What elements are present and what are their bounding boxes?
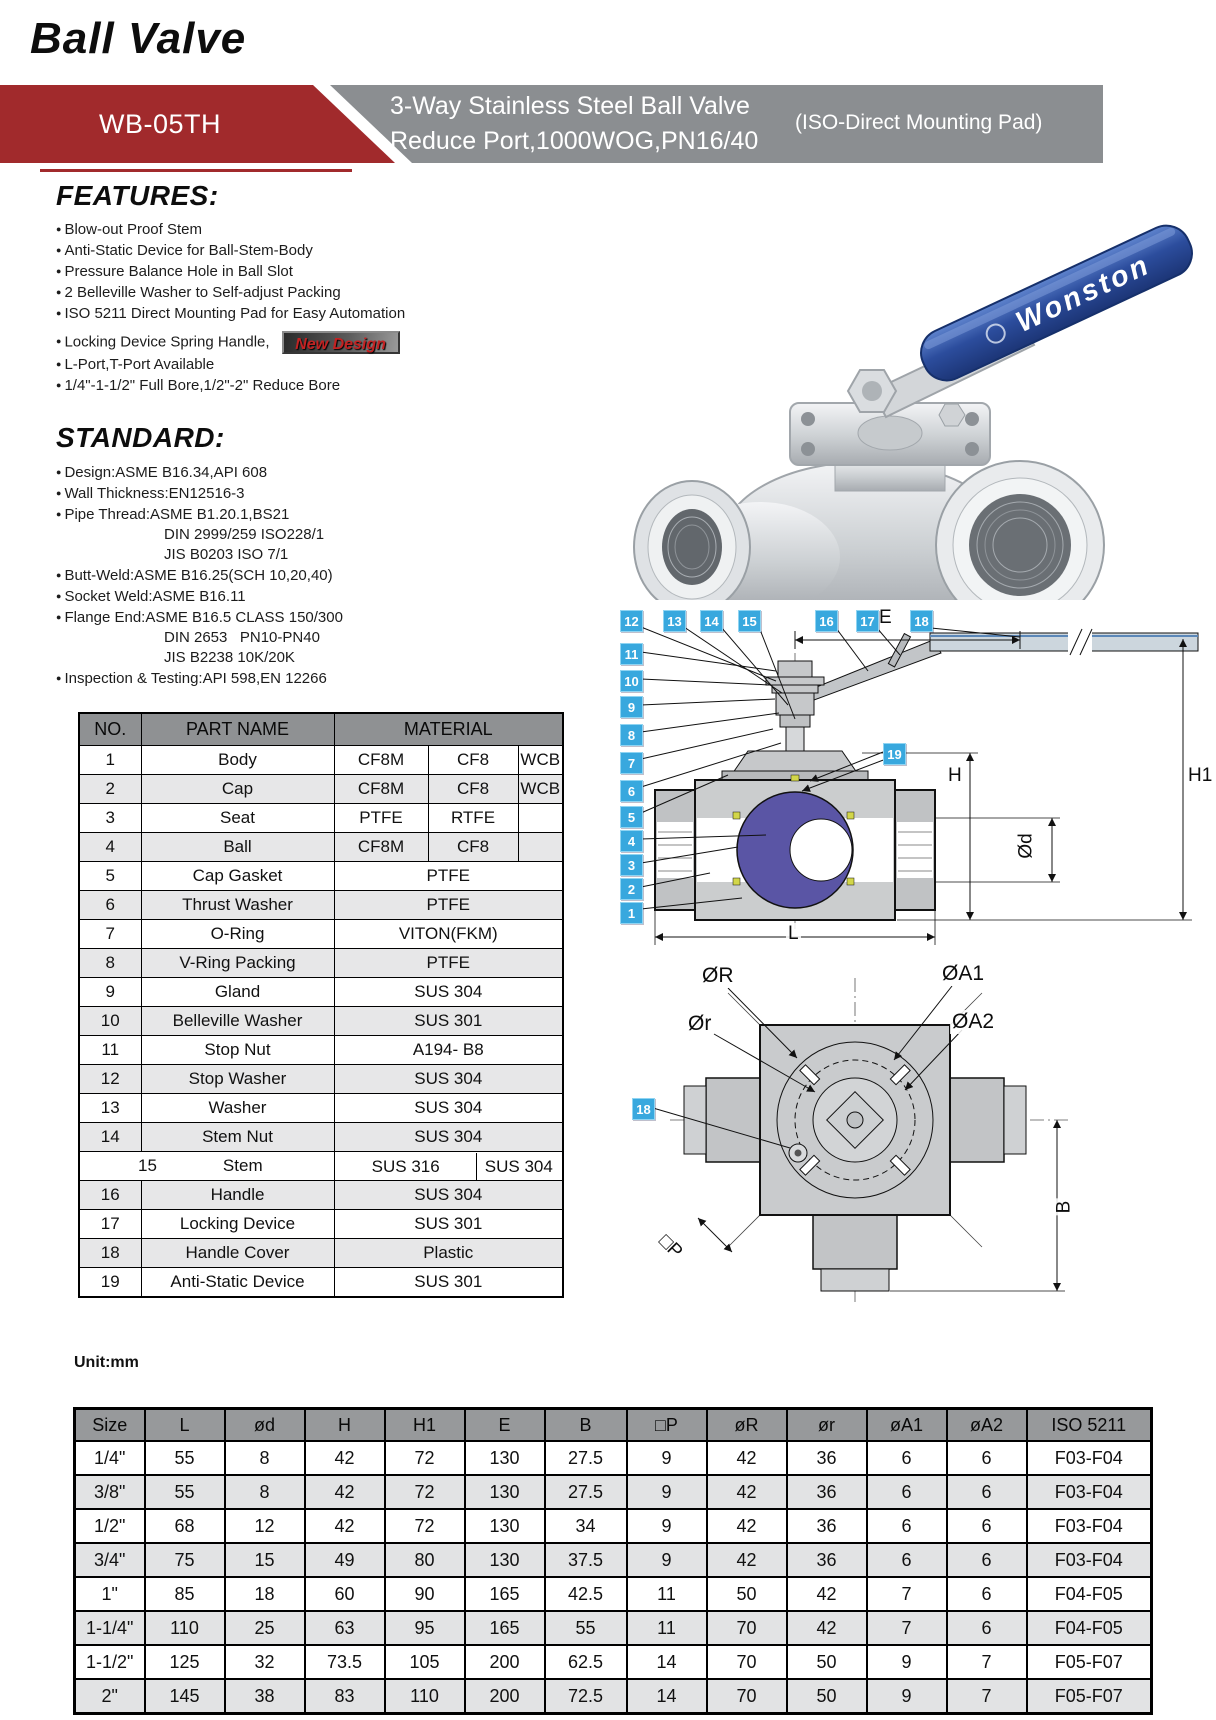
- section-drawing: [600, 595, 1216, 960]
- callout-badge: 7: [620, 752, 643, 774]
- dims-cell: 3/4": [75, 1543, 145, 1577]
- dims-cell: 36: [787, 1441, 867, 1475]
- part-material: SUS 304: [484, 1156, 553, 1176]
- callout-badge: 5: [620, 806, 643, 828]
- dims-cell: 55: [145, 1441, 225, 1475]
- part-name: Stop Nut: [141, 1036, 334, 1065]
- parts-table-body: [79, 746, 563, 1298]
- dims-header: L: [145, 1409, 225, 1442]
- dims-cell: 42: [305, 1475, 385, 1509]
- part-name: Handle: [141, 1181, 334, 1210]
- dims-table: [73, 1407, 1153, 1715]
- dim-label-oA1: ØA1: [942, 962, 985, 985]
- dims-cell: 110: [385, 1679, 465, 1714]
- part-material: [518, 804, 563, 833]
- dims-cell: 42: [787, 1611, 867, 1645]
- part-material: CF8: [428, 775, 518, 804]
- standard-item: ● Inspection & Testing:API 598,EN 12266: [56, 668, 576, 689]
- part-material: SUS 304: [334, 1181, 563, 1210]
- dims-cell: 42: [707, 1509, 787, 1543]
- dims-cell: 95: [385, 1611, 465, 1645]
- dims-cell: 1-1/2": [75, 1645, 145, 1679]
- feature-item: ● Pressure Balance Hole in Ball Slot: [56, 261, 576, 282]
- dims-row: [75, 1679, 1152, 1714]
- dims-cell: 7: [867, 1611, 947, 1645]
- part-material: VITON(FKM): [334, 920, 563, 949]
- feature-item: ● L-Port,T-Port Available: [56, 354, 576, 375]
- dims-row: [75, 1577, 1152, 1611]
- dims-cell: 49: [305, 1543, 385, 1577]
- dims-cell: 125: [145, 1645, 225, 1679]
- dims-cell: 7: [947, 1645, 1027, 1679]
- dims-cell: 165: [465, 1577, 545, 1611]
- part-no: 16: [79, 1181, 141, 1210]
- dims-cell: 55: [545, 1611, 627, 1645]
- dims-cell: 36: [787, 1475, 867, 1509]
- standard-item: DIN 2999/259 ISO228/1: [164, 526, 325, 543]
- part-name: Cap: [141, 775, 334, 804]
- unit-label: Unit:mm: [74, 1354, 139, 1371]
- part-material: SUS 316: [336, 1153, 477, 1180]
- dims-cell: 27.5: [545, 1441, 627, 1475]
- dims-cell: 14: [627, 1679, 707, 1714]
- dims-header: B: [545, 1409, 627, 1442]
- part-no: 4: [79, 833, 141, 862]
- callout-badge: 2: [620, 878, 643, 900]
- part-no: 15: [138, 1156, 157, 1175]
- parts-row: [79, 978, 563, 1007]
- valve-photo: [600, 185, 1210, 600]
- dims-cell: 37.5: [545, 1543, 627, 1577]
- part-name: Belleville Washer: [141, 1007, 334, 1036]
- part-name: Gland: [141, 978, 334, 1007]
- dims-cell: 1": [75, 1577, 145, 1611]
- part-material: Plastic: [334, 1239, 563, 1268]
- dims-cell: F05-F07: [1027, 1645, 1152, 1679]
- callout-badge: 10: [620, 670, 643, 692]
- dims-cell: 90: [385, 1577, 465, 1611]
- standard-item: ● Pipe Thread:ASME B1.20.1,BS21: [56, 504, 576, 525]
- dims-header: ør: [787, 1409, 867, 1442]
- part-no: 10: [79, 1007, 141, 1036]
- part-name: Seat: [141, 804, 334, 833]
- parts-header-row: [79, 713, 563, 746]
- dims-header-row: [75, 1409, 1152, 1442]
- part-material: A194- B8: [334, 1036, 563, 1065]
- model-banner: [0, 85, 1216, 163]
- dims-cell: 36: [787, 1509, 867, 1543]
- dims-cell: 6: [867, 1475, 947, 1509]
- part-material-cell: [334, 1152, 563, 1181]
- parts-row: [79, 804, 563, 833]
- callout-badge: 16: [815, 610, 838, 632]
- parts-row: [79, 1239, 563, 1268]
- dims-row: [75, 1475, 1152, 1509]
- parts-row: [79, 949, 563, 978]
- feature-item: [56, 331, 576, 354]
- callout-badge: 14: [700, 610, 723, 632]
- dims-cell: 9: [867, 1645, 947, 1679]
- dims-cell: 34: [545, 1509, 627, 1543]
- standard-item: ● Flange End:ASME B16.5 CLASS 150/300: [56, 607, 576, 628]
- dims-cell: 6: [867, 1509, 947, 1543]
- callout-badge: 12: [620, 610, 643, 632]
- dim-label-h: H: [948, 765, 962, 786]
- dim-label-or: Ør: [688, 1012, 712, 1035]
- dims-cell: 1-1/4": [75, 1611, 145, 1645]
- parts-row: [79, 1152, 563, 1181]
- part-material: PTFE: [334, 949, 563, 978]
- parts-header-material: MATERIAL: [334, 713, 563, 746]
- parts-row: [79, 1268, 563, 1298]
- standard-item: ● Butt-Weld:ASME B16.25(SCH 10,20,40): [56, 565, 576, 586]
- parts-row: [79, 775, 563, 804]
- parts-row: [79, 746, 563, 775]
- dims-cell: 75: [145, 1543, 225, 1577]
- standard-item: ● Wall Thickness:EN12516-3: [56, 483, 576, 504]
- part-name: Washer: [141, 1094, 334, 1123]
- callout-badge: 3: [620, 854, 643, 876]
- standard-section: [56, 422, 576, 689]
- dims-cell: 6: [947, 1543, 1027, 1577]
- part-name: Cap Gasket: [141, 862, 334, 891]
- part-name: V-Ring Packing: [141, 949, 334, 978]
- dims-cell: F03-F04: [1027, 1543, 1152, 1577]
- dims-cell: 38: [225, 1679, 305, 1714]
- callout-badge: 18: [632, 1098, 655, 1120]
- standard-item: ● Socket Weld:ASME B16.11: [56, 586, 576, 607]
- dims-cell: 6: [867, 1543, 947, 1577]
- dim-label-e: E: [879, 607, 892, 628]
- dims-cell: F03-F04: [1027, 1509, 1152, 1543]
- dim-label-oR: ØR: [702, 964, 734, 987]
- dims-cell: 130: [465, 1509, 545, 1543]
- dims-cell: 6: [947, 1509, 1027, 1543]
- dims-cell: 6: [947, 1577, 1027, 1611]
- dims-header: Size: [75, 1409, 145, 1442]
- banner-title-line2: Reduce Port,1000WOG,PN16/40: [390, 127, 759, 155]
- dims-row: [75, 1509, 1152, 1543]
- dims-cell: 18: [225, 1577, 305, 1611]
- callout-badge: 9: [620, 696, 643, 718]
- callout-badge: 4: [620, 830, 643, 852]
- dims-cell: 70: [707, 1611, 787, 1645]
- dims-header: H: [305, 1409, 385, 1442]
- dims-cell: 42: [787, 1577, 867, 1611]
- dims-cell: 110: [145, 1611, 225, 1645]
- part-material: SUS 301: [334, 1210, 563, 1239]
- part-no: 6: [79, 891, 141, 920]
- callout-badge: 19: [883, 743, 906, 765]
- parts-header-no: NO.: [79, 713, 141, 746]
- dims-row: [75, 1441, 1152, 1475]
- parts-row: [79, 891, 563, 920]
- dims-cell: 25: [225, 1611, 305, 1645]
- part-name: Body: [141, 746, 334, 775]
- dims-row: [75, 1543, 1152, 1577]
- part-material: SUS 304: [334, 1123, 563, 1152]
- dims-cell: 105: [385, 1645, 465, 1679]
- dims-cell: 15: [225, 1543, 305, 1577]
- part-name: Stop Washer: [141, 1065, 334, 1094]
- banner-underline: [40, 169, 352, 172]
- dims-cell: 1/2": [75, 1509, 145, 1543]
- dims-cell: 11: [627, 1611, 707, 1645]
- dims-cell: F03-F04: [1027, 1475, 1152, 1509]
- dim-label-l: L: [788, 923, 799, 944]
- dims-cell: 85: [145, 1577, 225, 1611]
- dims-header: □P: [627, 1409, 707, 1442]
- dims-cell: 6: [947, 1441, 1027, 1475]
- features-heading: FEATURES:: [56, 180, 219, 211]
- dims-header: H1: [385, 1409, 465, 1442]
- dims-cell: 50: [787, 1679, 867, 1714]
- part-no: 18: [79, 1239, 141, 1268]
- part-material: CF8M: [334, 833, 428, 862]
- dim-label-h1: H1: [1188, 765, 1213, 786]
- dims-cell: 200: [465, 1645, 545, 1679]
- dims-cell: F04-F05: [1027, 1611, 1152, 1645]
- part-material: CF8M: [334, 775, 428, 804]
- part-material: [518, 833, 563, 862]
- part-material: CF8M: [334, 746, 428, 775]
- dims-cell: F04-F05: [1027, 1577, 1152, 1611]
- handle: [913, 218, 1200, 389]
- dims-cell: 36: [787, 1543, 867, 1577]
- dims-header: øA1: [867, 1409, 947, 1442]
- dims-cell: 32: [225, 1645, 305, 1679]
- dims-cell: 73.5: [305, 1645, 385, 1679]
- parts-row: [79, 1094, 563, 1123]
- part-name: Ball: [141, 833, 334, 862]
- part-no: 13: [79, 1094, 141, 1123]
- dims-cell: 42: [707, 1543, 787, 1577]
- valve-photo-drawing: [600, 185, 1210, 600]
- part-no: 2: [79, 775, 141, 804]
- callout-badge: 8: [620, 724, 643, 746]
- part-no: 11: [79, 1036, 141, 1065]
- model-code: WB-05TH: [98, 109, 221, 139]
- part-name: Locking Device: [141, 1210, 334, 1239]
- part-no: 9: [79, 978, 141, 1007]
- parts-table: [78, 712, 564, 1298]
- dims-cell: 6: [947, 1611, 1027, 1645]
- dims-cell: 42: [707, 1441, 787, 1475]
- dims-cell: 70: [707, 1679, 787, 1714]
- parts-header-name: PART NAME: [141, 713, 334, 746]
- standard-item: DIN 2653 PN10-PN40: [164, 629, 320, 646]
- dims-cell: 9: [627, 1509, 707, 1543]
- dims-cell: F05-F07: [1027, 1679, 1152, 1714]
- part-no: 14: [79, 1123, 141, 1152]
- part-material: CF8: [428, 833, 518, 862]
- dims-cell: 1/4": [75, 1441, 145, 1475]
- parts-row: [79, 1007, 563, 1036]
- new-design-badge: New Design: [282, 331, 400, 354]
- dims-cell: 9: [627, 1543, 707, 1577]
- feature-item: ● 1/4"-1-1/2" Full Bore,1/2"-2" Reduce Bore: [56, 375, 576, 396]
- dims-row: [75, 1611, 1152, 1645]
- part-no-name-cell: [79, 1152, 334, 1181]
- dims-cell: 130: [465, 1543, 545, 1577]
- dims-cell: 200: [465, 1679, 545, 1714]
- part-material: SUS 304: [334, 978, 563, 1007]
- banner-note: (ISO-Direct Mounting Pad): [795, 111, 1043, 134]
- dims-header: E: [465, 1409, 545, 1442]
- dims-cell: 130: [465, 1475, 545, 1509]
- dims-cell: 62.5: [545, 1645, 627, 1679]
- part-no: 1: [79, 746, 141, 775]
- parts-row: [79, 862, 563, 891]
- standard-item: ● Design:ASME B16.34,API 608: [56, 462, 576, 483]
- standard-item: JIS B0203 ISO 7/1: [164, 546, 289, 563]
- dims-cell: 42: [305, 1509, 385, 1543]
- dims-table-wrap: [73, 1407, 1153, 1715]
- feature-item: ● 2 Belleville Washer to Self-adjust Packing: [56, 282, 576, 303]
- part-material: SUS 304: [334, 1094, 563, 1123]
- dims-cell: 9: [627, 1441, 707, 1475]
- dims-cell: F03-F04: [1027, 1441, 1152, 1475]
- part-material: SUS 301: [334, 1007, 563, 1036]
- dims-cell: 83: [305, 1679, 385, 1714]
- dims-cell: 72: [385, 1441, 465, 1475]
- dims-header: øR: [707, 1409, 787, 1442]
- part-no: 17: [79, 1210, 141, 1239]
- handle-brand-label: Wonston: [1011, 248, 1156, 339]
- part-material: RTFE: [428, 804, 518, 833]
- page-title: Ball Valve: [30, 14, 247, 63]
- callout-badge: 15: [738, 610, 761, 632]
- part-name: Anti-Static Device: [141, 1268, 334, 1298]
- callout-badge: 13: [663, 610, 686, 632]
- parts-row: [79, 1181, 563, 1210]
- dims-cell: 8: [225, 1441, 305, 1475]
- dim-label-b: B: [1053, 1200, 1075, 1214]
- section-diagram: [600, 595, 1216, 960]
- dims-header: ISO 5211: [1027, 1409, 1152, 1442]
- banner-title-line1: 3-Way Stainless Steel Ball Valve: [390, 92, 750, 120]
- features-section: [56, 180, 576, 396]
- features-list: [56, 219, 576, 396]
- part-material: WCB: [518, 775, 563, 804]
- parts-row: [79, 1123, 563, 1152]
- part-no: 12: [79, 1065, 141, 1094]
- part-name: Stem: [222, 1156, 263, 1175]
- top-view-drawing: [610, 950, 1130, 1315]
- standard-item: JIS B2238 10K/20K: [164, 649, 295, 666]
- part-name: O-Ring: [141, 920, 334, 949]
- part-material: CF8: [428, 746, 518, 775]
- dims-cell: 72.5: [545, 1679, 627, 1714]
- part-no: 5: [79, 862, 141, 891]
- dims-cell: 130: [465, 1441, 545, 1475]
- parts-table-wrap: [78, 712, 564, 1298]
- feature-item: ● Anti-Static Device for Ball-Stem-Body: [56, 240, 576, 261]
- dims-cell: 27.5: [545, 1475, 627, 1509]
- part-name: Stem Nut: [141, 1123, 334, 1152]
- dim-label-p: □P: [652, 1229, 687, 1264]
- parts-row: [79, 920, 563, 949]
- dims-cell: 55: [145, 1475, 225, 1509]
- part-name: Thrust Washer: [141, 891, 334, 920]
- part-name: Handle Cover: [141, 1239, 334, 1268]
- dims-cell: 165: [465, 1611, 545, 1645]
- part-material: SUS 304: [334, 1065, 563, 1094]
- dim-label-od: Ød: [1015, 833, 1037, 859]
- part-material: PTFE: [334, 891, 563, 920]
- part-material: SUS 301: [334, 1268, 563, 1298]
- dims-header: øA2: [947, 1409, 1027, 1442]
- dims-cell: 12: [225, 1509, 305, 1543]
- dims-cell: 6: [867, 1441, 947, 1475]
- standard-heading: STANDARD:: [56, 422, 225, 453]
- dims-cell: 8: [225, 1475, 305, 1509]
- dim-label-oA2: ØA2: [952, 1010, 995, 1033]
- feature-item: ● Blow-out Proof Stem: [56, 219, 576, 240]
- dims-cell: 42: [305, 1441, 385, 1475]
- dims-cell: 9: [867, 1679, 947, 1714]
- parts-row: [79, 1210, 563, 1239]
- dims-cell: 7: [867, 1577, 947, 1611]
- dims-cell: 42.5: [545, 1577, 627, 1611]
- dims-cell: 2": [75, 1679, 145, 1714]
- dims-cell: 72: [385, 1509, 465, 1543]
- part-material: PTFE: [334, 804, 428, 833]
- dims-cell: 72: [385, 1475, 465, 1509]
- part-material: WCB: [518, 746, 563, 775]
- dims-cell: 80: [385, 1543, 465, 1577]
- part-no: 7: [79, 920, 141, 949]
- parts-row: [79, 1036, 563, 1065]
- dims-row: [75, 1645, 1152, 1679]
- feature-item: ● ISO 5211 Direct Mounting Pad for Easy Automation: [56, 303, 576, 324]
- dims-table-body: [75, 1441, 1152, 1714]
- dims-cell: 60: [305, 1577, 385, 1611]
- dims-cell: 50: [787, 1645, 867, 1679]
- top-view-diagram: [610, 950, 1130, 1315]
- dims-cell: 6: [947, 1475, 1027, 1509]
- part-material: PTFE: [334, 862, 563, 891]
- part-no: 3: [79, 804, 141, 833]
- dims-cell: 14: [627, 1645, 707, 1679]
- callout-badge: 11: [620, 643, 643, 665]
- callout-badge: 18: [910, 610, 933, 632]
- callout-badge: 17: [856, 610, 879, 632]
- callout-badge: 6: [620, 780, 643, 802]
- dims-cell: 68: [145, 1509, 225, 1543]
- dims-cell: 145: [145, 1679, 225, 1714]
- dims-header: ød: [225, 1409, 305, 1442]
- parts-row: [79, 833, 563, 862]
- dims-cell: 42: [707, 1475, 787, 1509]
- parts-row: [79, 1065, 563, 1094]
- dims-cell: 7: [947, 1679, 1027, 1714]
- feature-item-label: Locking Device Spring Handle,: [64, 333, 270, 351]
- dims-cell: 63: [305, 1611, 385, 1645]
- callout-badge: 1: [620, 902, 643, 924]
- dims-cell: 9: [627, 1475, 707, 1509]
- dims-cell: 50: [707, 1577, 787, 1611]
- dims-cell: 70: [707, 1645, 787, 1679]
- part-no: 19: [79, 1268, 141, 1298]
- part-no: 8: [79, 949, 141, 978]
- dims-cell: 3/8": [75, 1475, 145, 1509]
- dims-cell: 11: [627, 1577, 707, 1611]
